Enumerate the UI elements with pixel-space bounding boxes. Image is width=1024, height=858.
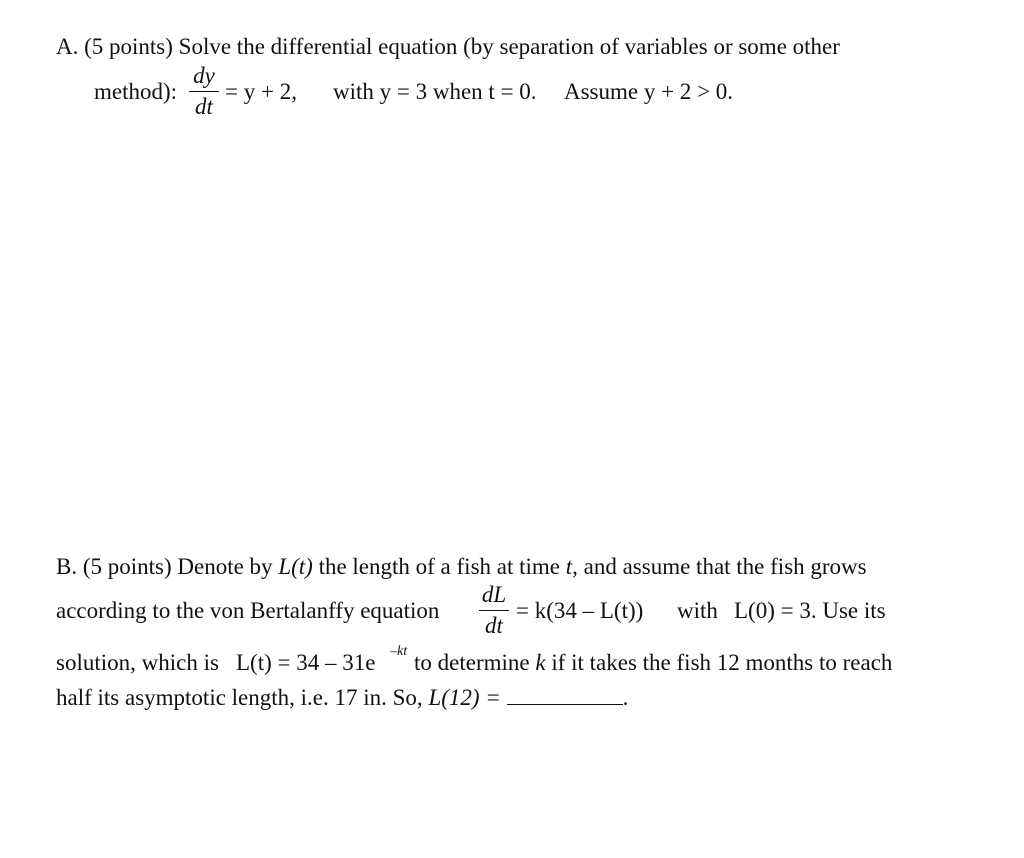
part-b-with-label: with (677, 598, 718, 623)
fraction-denominator: dt (195, 94, 213, 119)
solution-exponent: –kt (390, 644, 408, 659)
answer-blank[interactable] (507, 686, 623, 705)
l12-expression: L(12) = (428, 685, 501, 710)
part-b-solution-formula: L(t) = 34 – 31e (236, 650, 376, 675)
fraction-numerator: dL (481, 582, 507, 607)
fraction-denominator: dt (485, 613, 503, 638)
part-a-derivative-fraction (189, 64, 219, 118)
part-b-line-4: half its asymptotic length, i.e. 17 in. So, L(12) = . (56, 685, 629, 710)
part-b-line-3-post: to determine k if it takes the fish 12 months to reach (414, 650, 893, 675)
part-b-line-2-text: according to the von Bertalanffy equation (56, 598, 440, 623)
part-b-initial-condition: L(0) = 3. Use its (734, 598, 886, 623)
part-b-line-3-pre: solution, which is (56, 650, 219, 675)
part-b-equation-rhs: = k(34 – L(t)) (516, 598, 644, 623)
part-a-line-1 (56, 35, 840, 58)
part-a-method-label: method): (94, 79, 178, 104)
fraction-bar (479, 610, 509, 611)
fraction-bar (189, 91, 219, 92)
fish-length-function: L(t) (278, 554, 313, 579)
part-a-equation-rhs: = y + 2, (225, 79, 297, 104)
part-b-derivative-fraction (479, 583, 509, 637)
fraction-numerator: dy (193, 63, 215, 88)
rate-constant: k (535, 650, 546, 675)
time-variable: t (565, 554, 573, 579)
part-a-question-text: A. (5 points) Solve the differential equation (by separation of variables or some other (56, 34, 840, 59)
part-a-initial-condition: with y = 3 when t = 0. (333, 79, 537, 104)
part-a-assumption: Assume y + 2 > 0. (564, 79, 734, 104)
part-b-line-1: B. (5 points) Denote by L(t) the length of a fish at time t, and assume that the fish grows (56, 554, 867, 579)
